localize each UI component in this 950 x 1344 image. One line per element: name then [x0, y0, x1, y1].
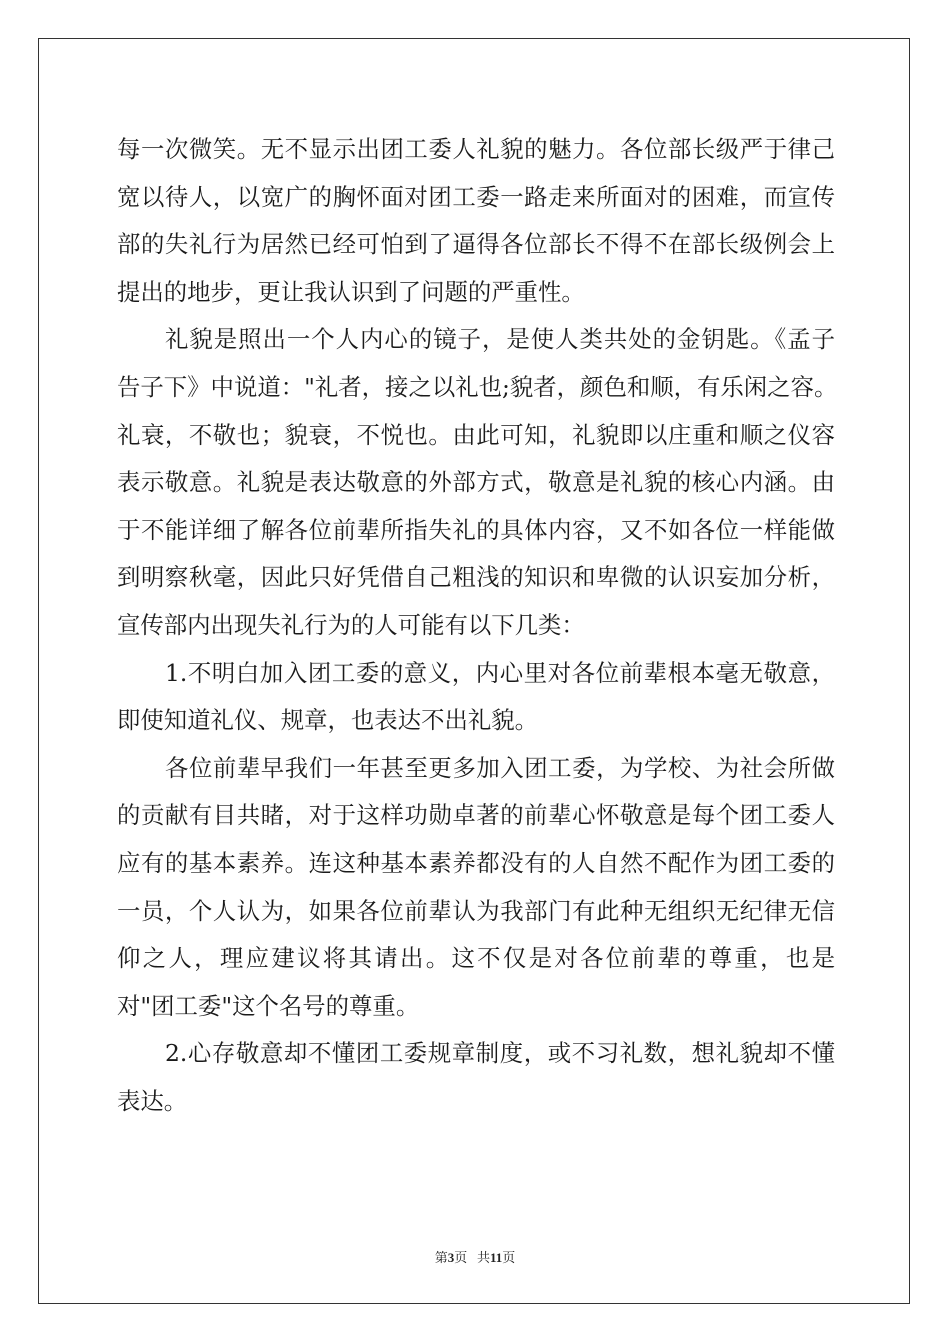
text-line: 礼貌是照出一个人内心的镜子，是使人类共处的金钥匙。《孟子 [165, 325, 835, 354]
text-line: 即使知道礼仪、规章，也表达不出礼貌。 [117, 706, 539, 735]
text-line: 仰之人，理应建议将其请出。这不仅是对各位前辈的尊重，也是 [117, 944, 835, 973]
text-line: 2.心存敬意却不懂团工委规章制度，或不习礼数，想礼貌却不懂 [165, 1039, 835, 1068]
text-line: 到明察秋毫，因此只好凭借自己粗浅的知识和卑微的认识妄加分析， [117, 563, 835, 592]
text-line: 对"团工委"这个名号的尊重。 [117, 991, 420, 1020]
footer-page-current: 3 [447, 1250, 455, 1265]
text-line: 应有的基本素养。连这种基本素养都没有的人自然不配作为团工委的 [117, 848, 835, 877]
text-line: 告子下》中说道："礼者，接之以礼也;貌者，颜色和顺，有乐闲之容。 [117, 372, 838, 401]
footer-page-prefix: 第 [434, 1250, 448, 1265]
text-line: 于不能详细了解各位前辈所指失礼的具体内容，又不如各位一样能做 [117, 515, 835, 544]
document-body [117, 126, 838, 1125]
footer-page-unit: 页 [454, 1250, 468, 1265]
text-line: 每一次微笑。无不显示出团工委人礼貌的魅力。各位部长级严于律己 [117, 135, 835, 163]
footer-total-unit: 页 [502, 1250, 516, 1265]
text-line: 宣传部内出现失礼行为的人可能有以下几类： [117, 610, 585, 639]
text-line: 各位前辈早我们一年甚至更多加入团工委，为学校、为社会所做 [165, 753, 835, 782]
text-line: 宽以待人，以宽广的胸怀面对团工委一路走来所面对的困难，而宣传 [117, 182, 835, 211]
text-line: 1.不明白加入团工委的意义，内心里对各位前辈根本毫无敬意， [165, 658, 835, 687]
footer-total-prefix: 共 [476, 1250, 490, 1265]
footer-page-total: 11 [489, 1250, 503, 1265]
text-line: 提出的地步，更让我认识到了问题的严重性。 [117, 277, 585, 306]
text-line: 礼衰，不敬也；貌衰，不悦也。由此可知，礼貌即以庄重和顺之仪容 [117, 420, 835, 449]
text-line: 部的失礼行为居然已经可怕到了逼得各位部长不得不在部长级例会上 [117, 230, 835, 259]
text-line: 的贡献有目共睹，对于这样功勋卓著的前辈心怀敬意是每个团工委人 [117, 801, 835, 830]
text-line: 一员，个人认为，如果各位前辈认为我部门有此种无组织无纪律无信 [117, 896, 835, 925]
page-footer [0, 1247, 950, 1266]
text-line: 表达。 [117, 1086, 188, 1115]
text-line: 表示敬意。礼貌是表达敬意的外部方式，敬意是礼貌的核心内涵。由 [117, 468, 835, 497]
